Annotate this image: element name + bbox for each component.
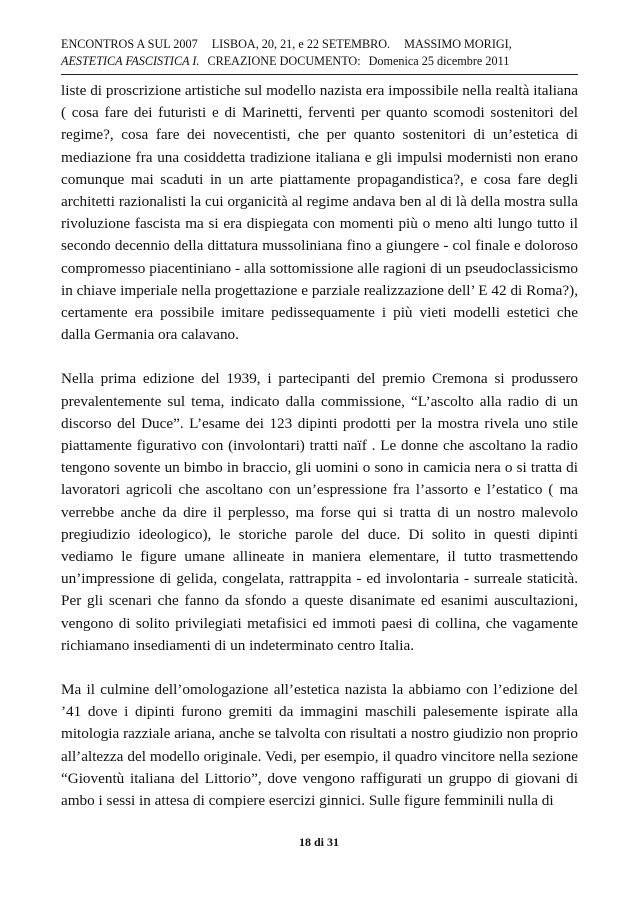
header-doc-date-label: CREAZIONE DOCUMENTO: <box>207 54 361 68</box>
paragraph: liste di proscrizione artistiche sul modello nazista era impossibile nella realtà italiana ( cosa fare dei futuristi e di Marinetti, ferventi per quanto scomodi sostenitori del regime?, cosa fare dei novecentisti, che per quanto sostenitori di un’estetica di mediazione fra una cosiddetta tradizione italiana e gli impulsi modernisti non erano comunque mai scaduti in un arte piattamente propagandistica?, e cosa fare degli architetti razionalisti la cui organicità al regime andava ben al di là della mostra sulla rivoluzione fascista ma si era dispiegata con momenti più o meno alti lungo tutto il secondo decennio della dittatura mussoliniana fino a giungere - col finale e doloroso compromesso piacentiniano - alla sottomissione alle ragioni di un pseudoclassicismo in chiave imperiale nella progettazione e parziale realizzazione dell’ E 42 di Roma?), certamente era possibile imitare pedissequamente i più vieti modelli estetici che dalla Germania ora calavano. <box>61 82 578 344</box>
header-location: LISBOA, 20, 21, e 22 SETEMBRO. <box>211 37 391 51</box>
header-title: AESTETICA FASCISTICA I. <box>61 54 200 68</box>
header-doc-date: Domenica 25 dicembre 2011 <box>368 54 510 68</box>
header-line-1 <box>61 36 578 53</box>
paragraph: Nella prima edizione del 1939, i partecipanti del premio Cremona si produssero prevalentemente sul tema, indicato dalla commissione, “L’ascolto alla radio di un discorso del Duce”. L’esame dei 123 dipinti prodotti per la mostra rivela uno stile piattamente figurativo con (involontari) tratti naïf . Le donne che ascoltano la radio tengono sovente un bimbo in braccio, gli uomini o sono in camicia nera o si tratta di lavoratori agricoli che ascoltano con un’espressione fra l’assorto e l’estatico ( ma verrebbe anche da dire il perplesso, ma forse qui si tratta di un nostro malevolo pregiudizio ideologico), le storiche parole del duce. Di solito in questi dipinti vediamo le figure umane allineate in maniera elementare, il tutto trasmettendo un’impressione di gelida, congelata, rattrappita - ed involontaria - surreale staticità. Per gli scenari che fanno da sfondo a queste disanimate ed esanimi auscultazioni, vengono di solito privilegiati metafisici ed immoti paesi di collina, che vagamente richiamano insediamenti di un indeterminato centro Italia. <box>61 370 578 654</box>
header-event: ENCONTROS A SUL 2007 <box>61 37 198 51</box>
body-text <box>61 80 578 812</box>
page-number: 18 di 31 <box>298 835 339 849</box>
document-page <box>61 36 578 834</box>
header-rule <box>61 74 578 75</box>
paragraph: Ma il culmine dell’omologazione all’estetica nazista la abbiamo con l’edizione del ’41 dove i dipinti furono gremiti da immagini maschili palesemente ispirate alla mitologia razziale ariana, anche se talvolta con risultati a nostro giudizio non proprio all’altezza del modello originale. Vedi, per esempio, il quadro vincitore nella sezione “Gioventù italiana del Littorio”, dove vengono raffigurati un gruppo di giovani di ambo i sessi in attesa di compiere esercizi ginnici. Sulle figure femminili nulla di <box>61 681 578 810</box>
header-author: MASSIMO MORIGI, <box>404 37 512 51</box>
running-header <box>61 36 578 70</box>
header-line-2 <box>61 53 578 70</box>
